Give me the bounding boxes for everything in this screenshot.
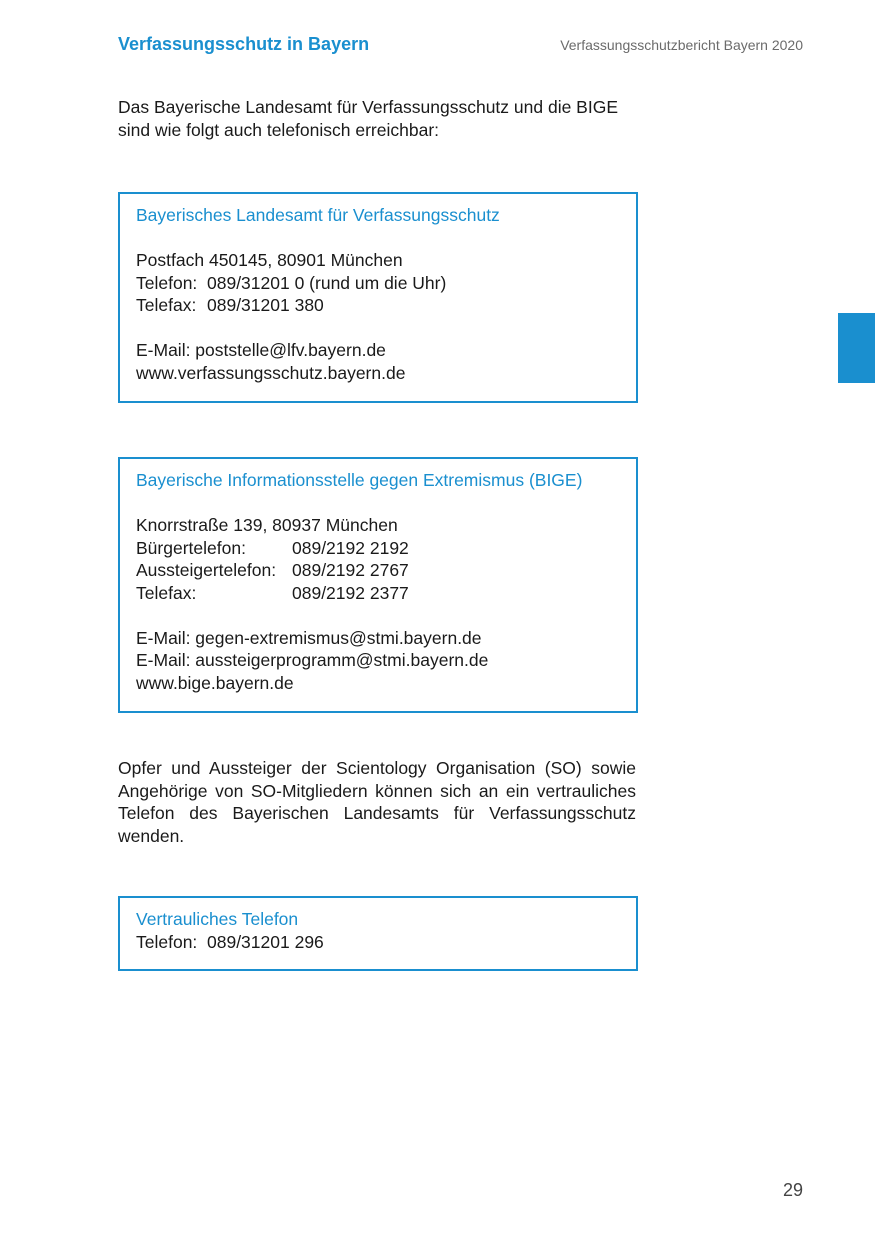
box-title: Bayerische Informationsstelle gegen Extremismus (BIGE) xyxy=(136,470,583,490)
email-link-2[interactable]: E-Mail: aussteigerprogramm@stmi.bayern.de xyxy=(136,650,489,670)
row-label: Telefax: xyxy=(136,582,197,603)
box-title: Bayerisches Landesamt für Verfassungsschutz xyxy=(136,205,500,225)
row-value: 089/2192 2767 xyxy=(292,560,409,580)
phone-label: Telefon: xyxy=(136,272,198,293)
intro-paragraph xyxy=(118,96,636,141)
email-link[interactable]: E-Mail: poststelle@lfv.bayern.de xyxy=(136,340,386,360)
buergertelefon-row xyxy=(136,537,620,560)
contact-box-lfv xyxy=(118,192,638,403)
phone-row xyxy=(136,931,620,954)
row-label: Aussteigertelefon: xyxy=(136,560,277,580)
chapter-side-tab xyxy=(838,313,875,383)
fax-label: Telefax: xyxy=(136,295,197,315)
row-label: Bürgertelefon: xyxy=(136,537,246,558)
email-link-1[interactable]: E-Mail: gegen-extremismus@stmi.bayern.de xyxy=(136,627,482,648)
page-header-section-title: Verfassungsschutz in Bayern xyxy=(118,34,370,54)
telefax-row xyxy=(136,582,620,605)
address: Knorrstraße 139, 80937 München xyxy=(136,515,398,535)
aussteigertelefon-row xyxy=(136,559,620,582)
row-value: 089/2192 2192 xyxy=(292,537,409,558)
phone-row xyxy=(136,272,620,295)
intro-line-1: Das Bayerische Landesamt für Verfassungsschutz und die BIGE xyxy=(118,97,618,117)
fax-value: 089/31201 380 xyxy=(207,295,324,315)
phone-value: 089/31201 0 (rund um die Uhr) xyxy=(207,272,447,293)
address: Postfach 450145, 80901 München xyxy=(136,250,403,270)
website-link[interactable]: www.verfassungsschutz.bayern.de xyxy=(136,362,406,383)
page-header-report-title: Verfassungsschutzbericht Bayern 2020 xyxy=(560,37,803,53)
contact-box-vertraulich xyxy=(118,896,638,971)
intro-line-2: sind wie folgt auch telefonisch erreichbar: xyxy=(118,119,440,140)
website-link[interactable]: www.bige.bayern.de xyxy=(136,672,294,693)
page-number: 29 xyxy=(782,1180,803,1200)
scientology-paragraph: Opfer und Aussteiger der Scientology Organisation (SO) sowie Angehörige von SO-Mitgliedern können sich an ein vertrauliches Telefon des Bayerischen Landesamts für Verfassungsschutz wenden. xyxy=(118,758,636,846)
contact-box-bige xyxy=(118,457,638,713)
row-value: 089/2192 2377 xyxy=(292,582,409,603)
phone-value: 089/31201 296 xyxy=(207,931,324,952)
phone-label: Telefon: xyxy=(136,931,198,952)
fax-row xyxy=(136,294,620,317)
box-title: Vertrauliches Telefon xyxy=(136,909,299,929)
